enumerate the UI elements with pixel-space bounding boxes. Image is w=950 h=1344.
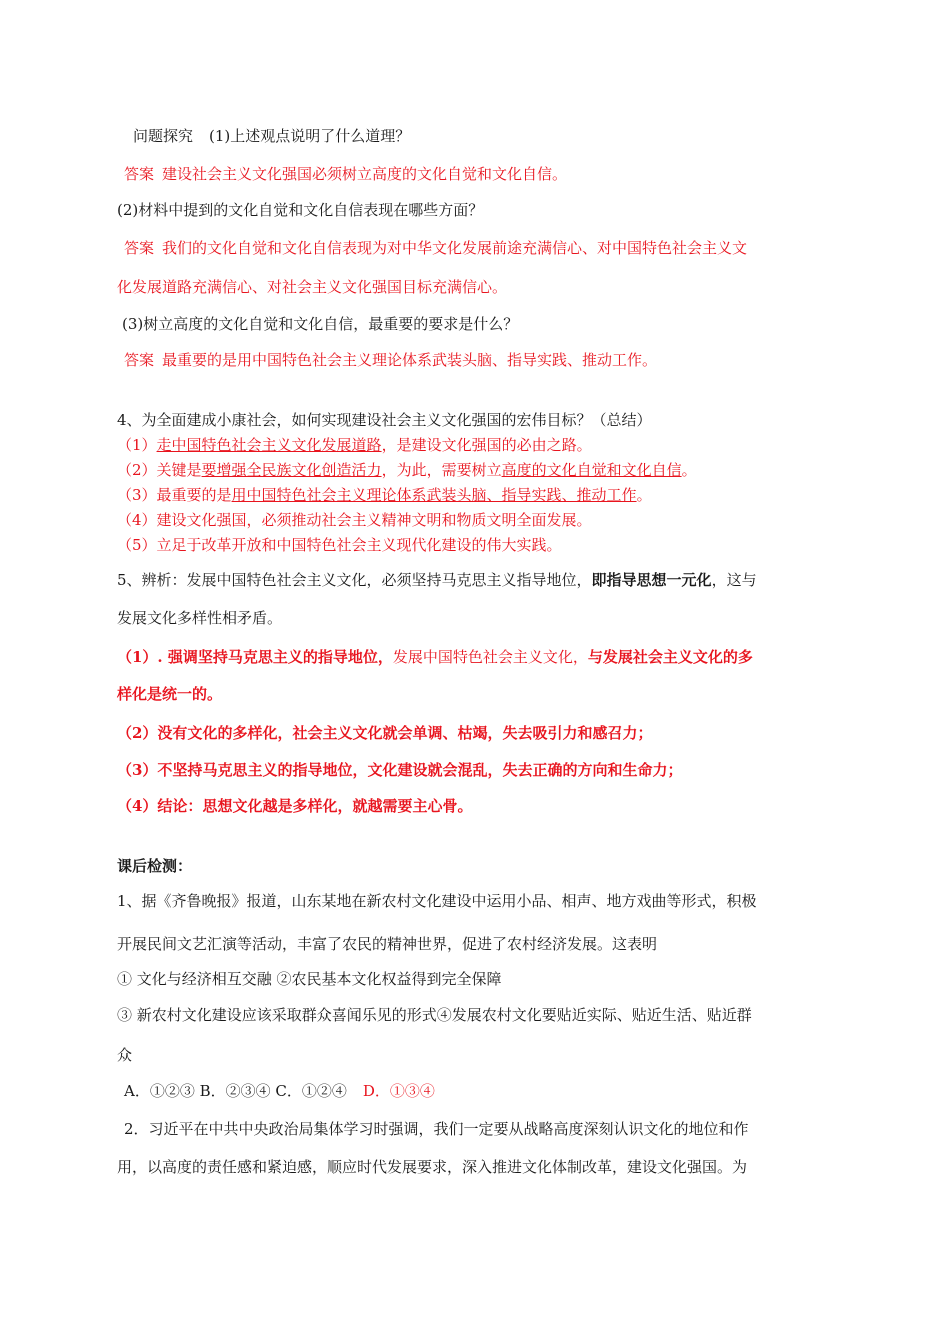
quiz-1-options-line1: ① 文化与经济相互交融 ②农民基本文化权益得到完全保障	[117, 970, 502, 988]
quiz-2-line2: 用，以高度的责任感和紧迫感，顺应时代发展要求，深入推进文化体制改革，建设文化强国。为	[117, 1158, 748, 1176]
answer-label: 答案	[124, 351, 155, 369]
section4-point-1	[117, 435, 592, 455]
point-text: （2）关键是	[117, 461, 202, 479]
question-2: (2)材料中提到的文化自觉和文化自信表现在哪些方面？	[117, 201, 484, 219]
underlined-phrase: 高度的文化自觉和文化自信	[501, 461, 682, 479]
point-text: ，是建设文化强国的必由之路。	[381, 436, 592, 454]
section5-point-4: （4）结论：思想文化越是多样化，就越需要主心骨。	[117, 797, 473, 815]
section5-point-1-line2: 样化是统一的。	[117, 685, 223, 703]
answer-3	[124, 350, 657, 370]
answer-label: 答案	[124, 239, 155, 257]
answer-label: 答案	[124, 165, 155, 183]
underlined-phrase: 用中国特色社会主义理论体系武装头脑、指导实践、推动工作	[231, 486, 637, 504]
quiz-1-line2: 开展民间文艺汇演等活动，丰富了农民的精神世界，促进了农村经济发展。这表明	[117, 935, 658, 953]
answer-text: 最重要的是用中国特色社会主义理论体系武装头脑、指导实践、推动工作。	[162, 351, 658, 369]
title-text: ，这与	[711, 571, 757, 589]
point-number: （1）	[117, 436, 157, 454]
title-text: 5、辨析：发展中国特色社会主义文化，必须坚持马克思主义指导地位，	[117, 571, 592, 589]
point-text-normal: 发展中国特色社会主义文化，	[392, 648, 588, 666]
question-text: (1)上述观点说明了什么道理？	[209, 127, 411, 145]
quiz-1-choices	[124, 1081, 435, 1101]
choices-text: A．①②③ B．②③④ C．①②④	[124, 1082, 347, 1100]
point-text: （1）. 强调坚持马克思主义的指导地位，	[117, 648, 393, 666]
underlined-phrase: 要增强全民族文化创造活力	[201, 461, 382, 479]
answer-1	[124, 164, 567, 184]
point-text: 。	[681, 461, 697, 479]
after-class-heading: 课后检测：	[117, 857, 193, 875]
quiz-2-line1: 2．习近平在中共中央政治局集体学习时强调，我们一定要从战略高度深刻认识文化的地位和作	[124, 1120, 749, 1138]
section5-title-line1	[117, 570, 757, 590]
quiz-1-line1: 1、据《齐鲁晚报》报道，山东某地在新农村文化建设中运用小品、相声、地方戏曲等形式，积极	[117, 892, 757, 910]
point-text: 。	[636, 486, 652, 504]
quiz-1-answer: D．①③④	[362, 1082, 435, 1100]
section5-point-1-line1	[117, 647, 753, 667]
section5-title-line2: 发展文化多样性相矛盾。	[117, 609, 283, 627]
section4-point-4: （4）建设文化强国，必须推动社会主义精神文明和物质文明全面发展。	[117, 511, 592, 529]
answer-2-line2: 化发展道路充满信心、对社会主义文化强国目标充满信心。	[117, 278, 508, 296]
question-1	[133, 126, 410, 146]
answer-2-line1	[124, 238, 747, 258]
question-3: (3)树立高度的文化自觉和文化自信，最重要的要求是什么？	[122, 315, 519, 333]
question-label: 问题探究	[133, 127, 194, 145]
answer-text: 建设社会主义文化强国必须树立高度的文化自觉和文化自信。	[162, 165, 568, 183]
section4-point-3	[117, 485, 652, 505]
section5-point-3: （3）不坚持马克思主义的指导地位，文化建设就会混乱，失去正确的方向和生命力；	[117, 761, 683, 779]
section4-point-2	[117, 460, 697, 480]
answer-text: 我们的文化自觉和文化自信表现为对中华文化发展前途充满信心、对中国特色社会主义文	[162, 239, 748, 257]
quiz-1-options-line3: 众	[117, 1046, 133, 1064]
section4-point-5: （5）立足于改革开放和中国特色社会主义现代化建设的伟大实践。	[117, 536, 562, 554]
point-text: 与发展社会主义文化的多	[587, 648, 753, 666]
underlined-phrase: 走中国特色社会主义文化发展道路	[156, 436, 382, 454]
point-text: （3）最重要的是	[117, 486, 232, 504]
quiz-1-options-line2: ③ 新农村文化建设应该采取群众喜闻乐见的形式④发展农村文化要贴近实际、贴近生活、贴近群	[117, 1006, 752, 1024]
section5-point-2: （2）没有文化的多样化，社会主义文化就会单调、枯竭，失去吸引力和感召力；	[117, 724, 653, 742]
section4-title: 4、为全面建成小康社会，如何实现建设社会主义文化强国的宏伟目标？（总结）	[117, 411, 652, 429]
point-text: ，为此，需要树立	[381, 461, 502, 479]
bold-phrase: 即指导思想一元化	[591, 571, 712, 589]
